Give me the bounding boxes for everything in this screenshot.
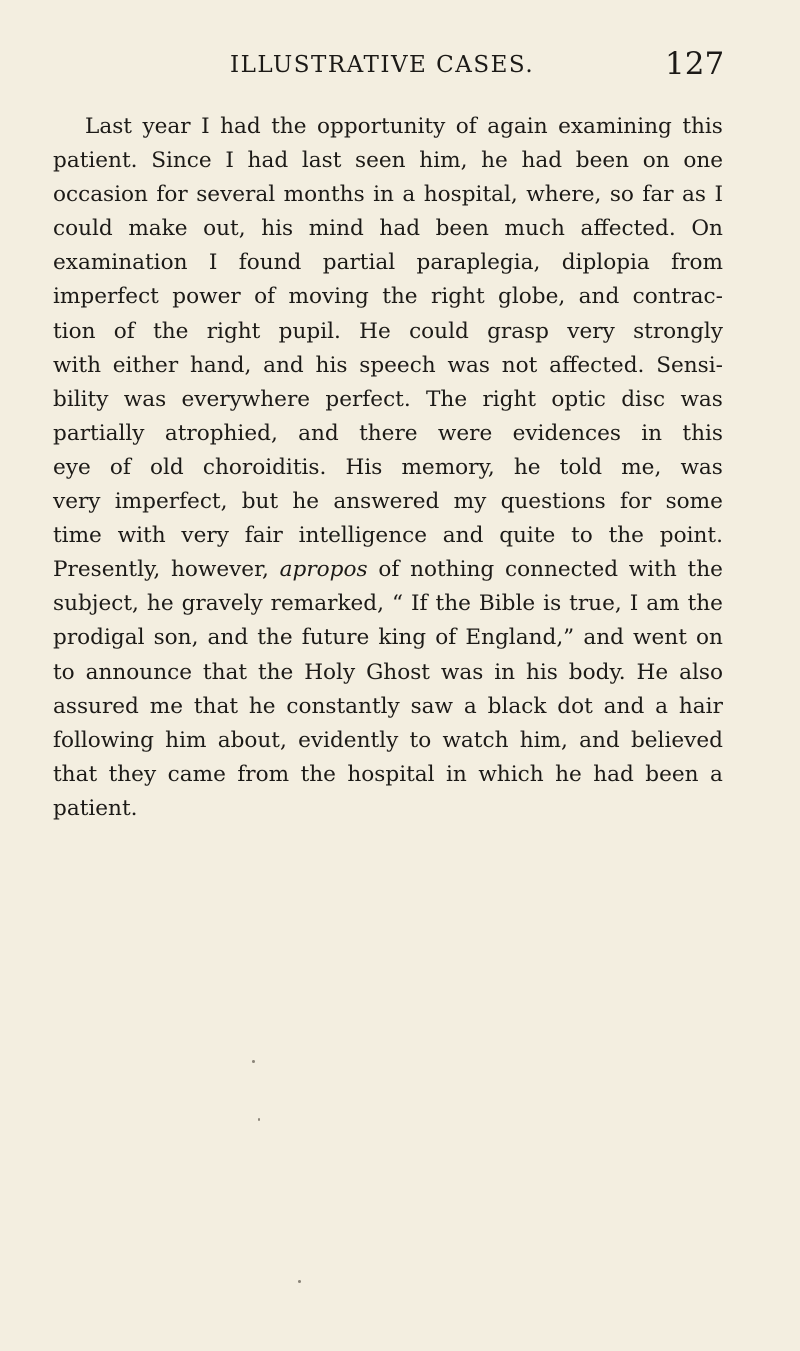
text-line: patient. [53, 795, 138, 821]
running-head: ILLUSTRATIVE CASES. [230, 52, 535, 78]
text-line: prodigal son, and the future king of England,” and went on [53, 625, 723, 651]
text-line: occasion for several months in a hospital, where, so far as I [53, 182, 723, 208]
text-line: time with very fair intelligence and quite to the point. [53, 523, 723, 549]
text-line: could make out, his mind had been much affected. On [53, 216, 723, 242]
page-number: 127 [665, 46, 725, 82]
text-line: Presently, however, apropos of nothing connected with the [53, 557, 723, 583]
text-line: subject, he gravely remarked, “ If the Bible is true, I am the [53, 591, 723, 617]
body-paragraph [53, 110, 723, 826]
text-line: following him about, evidently to watch him, and believed [53, 727, 723, 753]
text-line: Last year I had the opportunity of again examining this [85, 114, 723, 139]
text-line: to announce that the Holy Ghost was in his body. He also [53, 659, 723, 685]
text-line: patient. Since I had last seen him, he had been on one [53, 148, 723, 174]
paper-speck [298, 1280, 301, 1283]
text-line: assured me that he constantly saw a black dot and a hair [53, 693, 723, 719]
text-line: examination I found partial paraplegia, diplopia from [53, 250, 723, 276]
text-line: tion of the right pupil. He could grasp very strongly [53, 318, 723, 344]
text-line: eye of old choroiditis. His memory, he told me, was [53, 454, 723, 480]
text-line: partially atrophied, and there were evidences in this [53, 420, 723, 446]
paper-speck [258, 1118, 260, 1121]
text-line: with either hand, and his speech was not affected. Sensi- [53, 352, 723, 378]
text-line: bility was everywhere perfect. The right optic disc was [53, 386, 723, 412]
text-line: that they came from the hospital in which he had been a [53, 761, 723, 787]
paper-speck [252, 1060, 255, 1063]
text-line: very imperfect, but he answered my questions for some [53, 489, 723, 515]
text-line: imperfect power of moving the right globe, and contrac- [53, 284, 723, 310]
